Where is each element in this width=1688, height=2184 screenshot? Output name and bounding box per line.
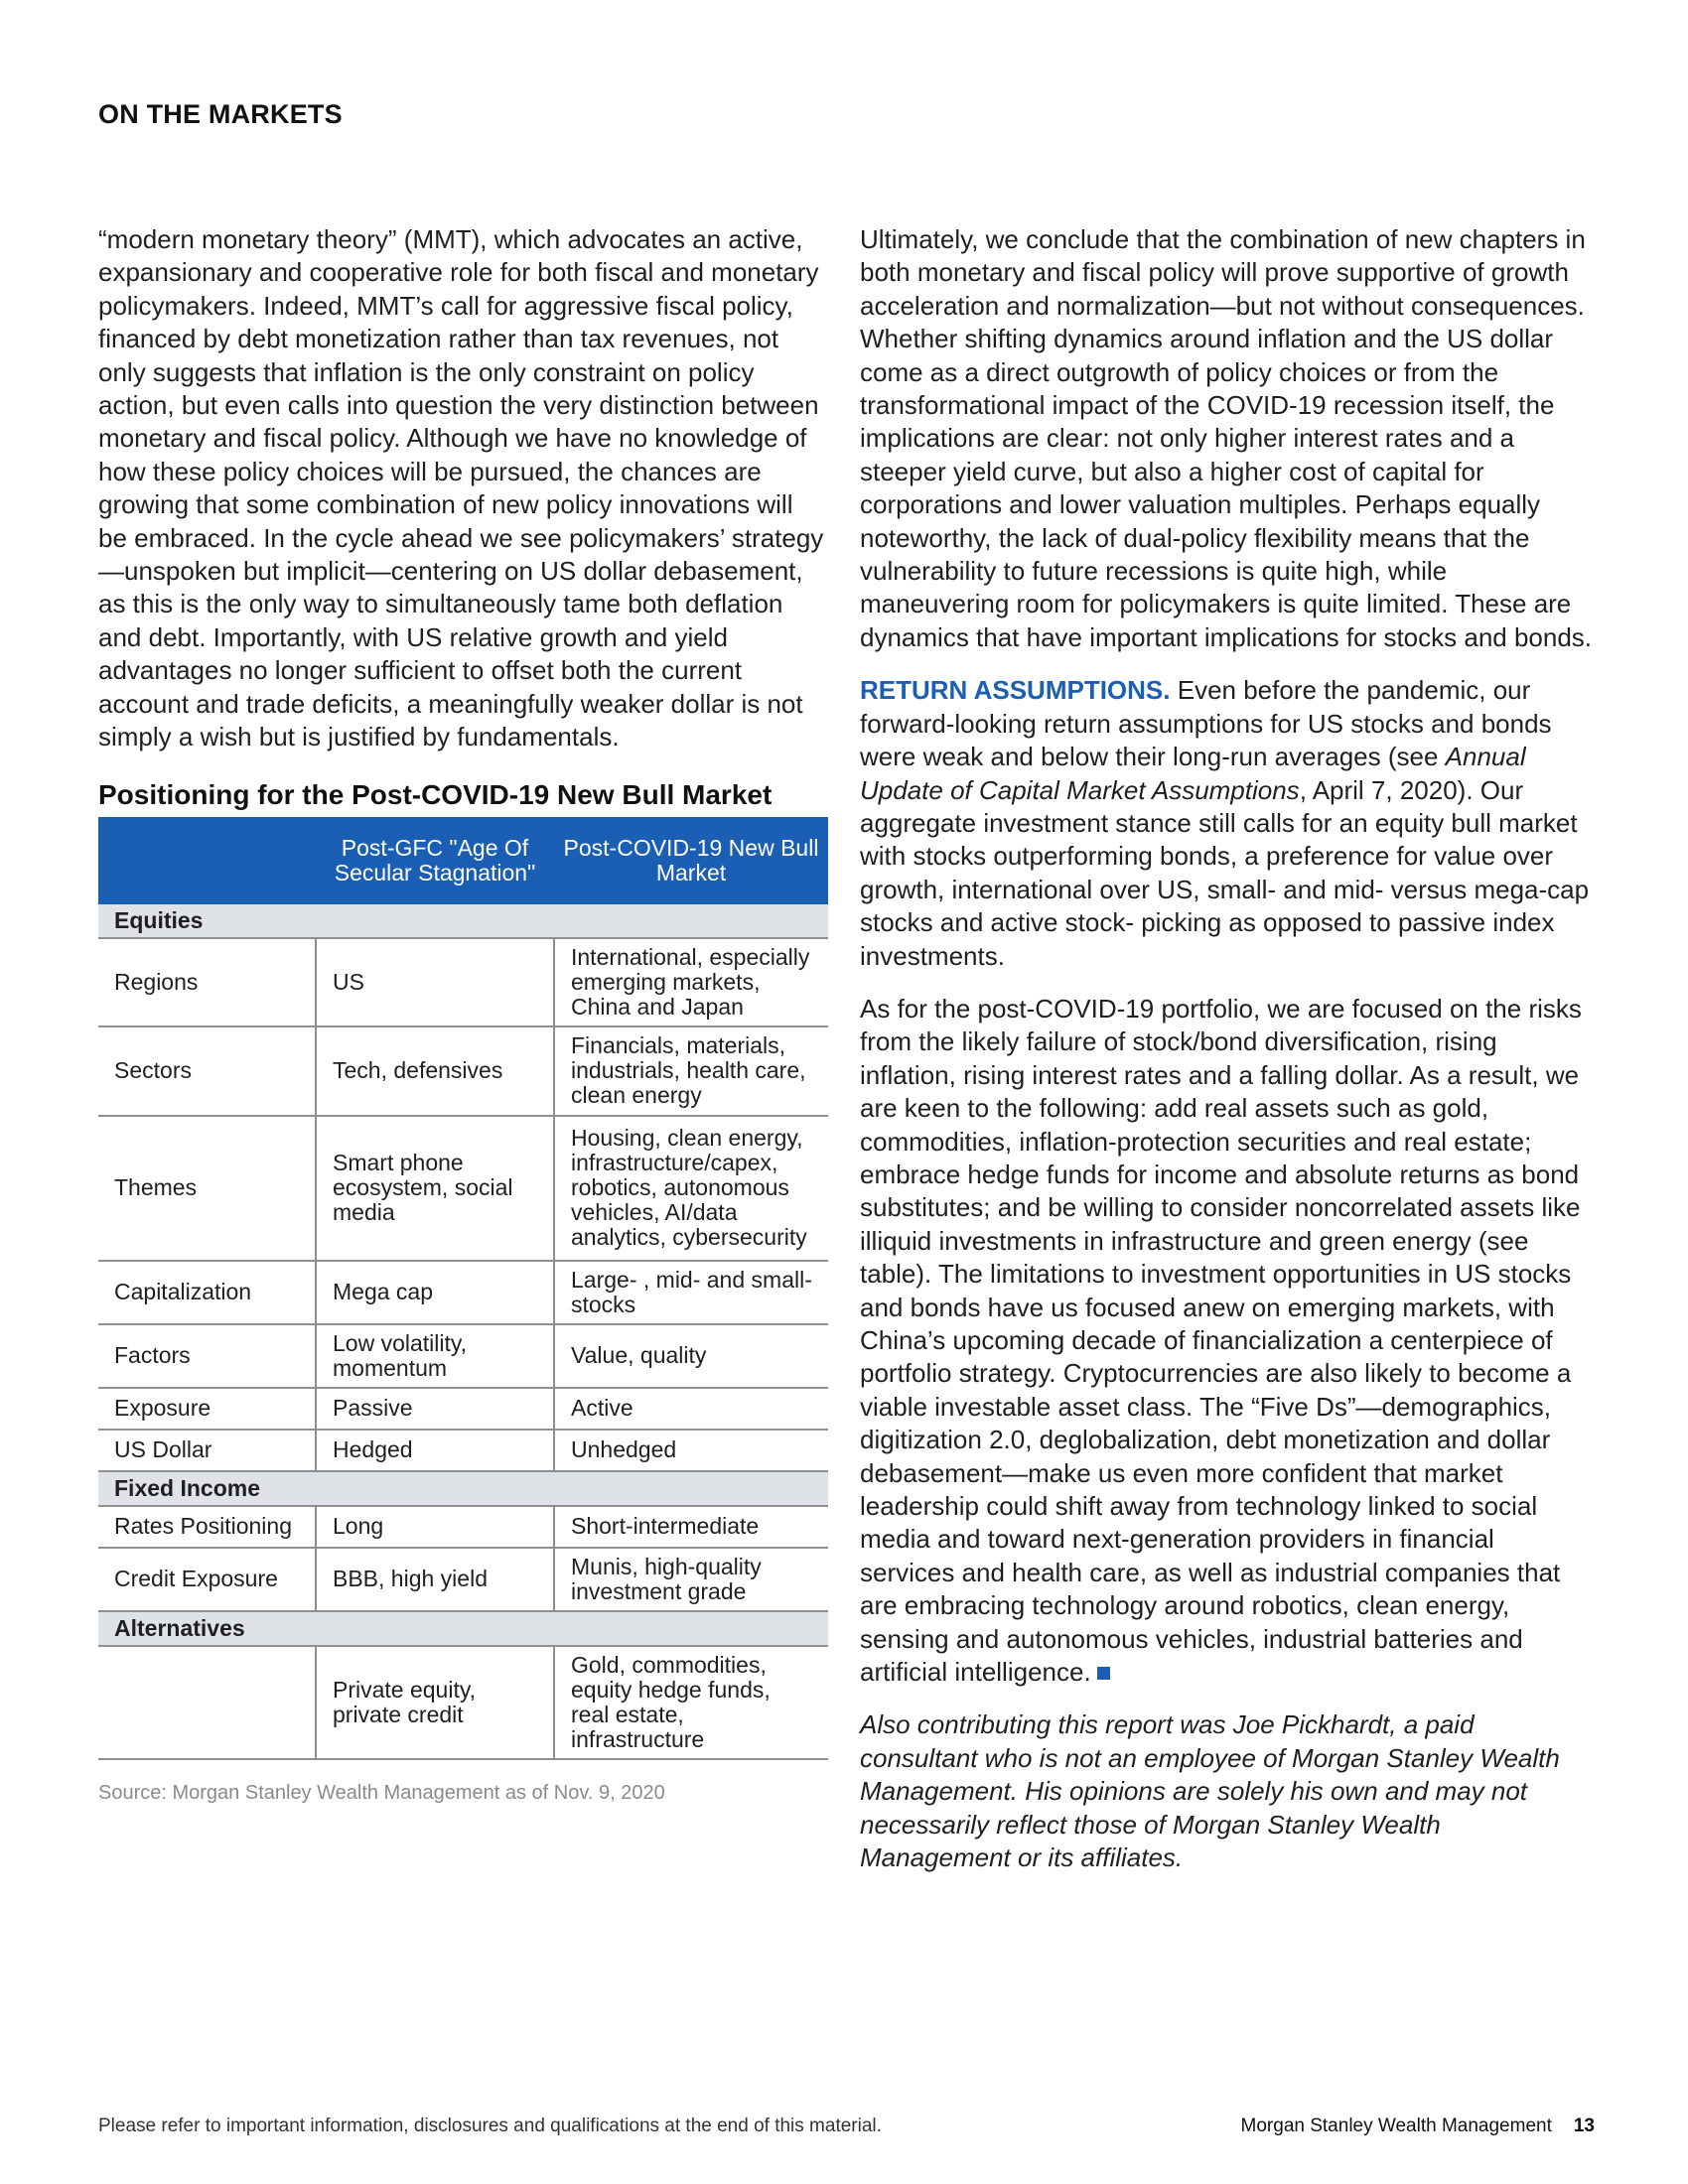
table-row: [98, 1324, 828, 1388]
table-row: [98, 1116, 828, 1261]
table-row: [98, 1026, 828, 1116]
post-covid-cell: Unhedged: [554, 1430, 828, 1471]
post-covid-cell: International, especially emerging markets, China and Japan: [554, 938, 828, 1026]
post-covid-cell: Financials, materials, industrials, health care, clean energy: [554, 1026, 828, 1116]
post-gfc-cell: Passive: [316, 1388, 554, 1430]
row-label: Capitalization: [98, 1261, 316, 1324]
row-label: US Dollar: [98, 1430, 316, 1471]
table-row: [98, 938, 828, 1026]
end-mark-icon: [1097, 1667, 1110, 1680]
row-label: Credit Exposure: [98, 1548, 316, 1611]
contributor-note: Also contributing this report was Joe Pickhardt, a paid consultant who is not an employee of Morgan Stanley Wealth Management. His opinions are solely his own and may not necessarily reflect those of Morgan Stanley Wealth Management or its affiliates.: [860, 1709, 1560, 1873]
row-label: Regions: [98, 938, 316, 1026]
section-row-fixed-income: [98, 1471, 828, 1506]
post-gfc-cell: Mega cap: [316, 1261, 554, 1324]
body-paragraph: “modern monetary theory” (MMT), which advocates an active, expansionary and cooperative role for both fiscal and monetary policymakers. Indeed, MMT’s call for aggressive fiscal policy, financed by debt monetization rather than tax revenues, not only suggests that inflation is the only constraint on policy action, but even calls into question the very distinction between monetary and fiscal policy. Although we have no knowledge of how these policy choices will be pursued, the chances are growing that some combination of new policy innovations will be embraced. In the cycle ahead we see policymakers’ strategy—unspoken but implicit—centering on US dollar debasement, as this is the only way to simultaneously tame both deflation and debt. Importantly, with US relative growth and yield advantages no longer sufficient to offset both the current account and trade deficits, a meaningfully weaker dollar is not simply a wish but is justified by fundamentals.: [98, 224, 824, 752]
report-reference: Annual Update of Capital Market Assumptions: [860, 742, 1526, 805]
post-covid-cell: Large- , mid- and small- stocks: [554, 1261, 828, 1324]
body-paragraph: [860, 993, 1595, 1690]
right-column: [860, 223, 1595, 1895]
header-cell-post-covid: Post-COVID-19 New Bull Market: [554, 817, 828, 904]
post-covid-cell: Value, quality: [554, 1324, 828, 1388]
table-row: [98, 1506, 828, 1548]
row-label: Factors: [98, 1324, 316, 1388]
section-label: Fixed Income: [98, 1471, 828, 1506]
footer-brand: Morgan Stanley Wealth Management: [1240, 2116, 1552, 2136]
section-label: Alternatives: [98, 1611, 828, 1646]
post-covid-cell: Short-intermediate: [554, 1506, 828, 1548]
return-assumptions-heading: RETURN ASSUMPTIONS.: [860, 675, 1171, 706]
post-gfc-cell: BBB, high yield: [316, 1548, 554, 1611]
paragraph-text: , April 7, 2020). Our aggregate investment stance still calls for an equity bull market with stocks outperforming bonds, a preference for value over growth, international over US, small- and mid- versus mega-cap stocks and active stock- picking as opposed to passive index investments.: [860, 774, 1590, 971]
return-assumptions-paragraph: [860, 674, 1595, 973]
page-number: 13: [1573, 2116, 1595, 2136]
table-row: [98, 1261, 828, 1324]
positioning-table: [98, 817, 828, 1760]
footer-brand-block: [1241, 2116, 1595, 2137]
post-gfc-cell: Hedged: [316, 1430, 554, 1471]
table-header-row: [98, 817, 828, 904]
section-header: ON THE MARKETS: [98, 99, 343, 129]
header-cell-blank: [98, 817, 316, 904]
body-paragraph: Ultimately, we conclude that the combination of new chapters in both monetary and fiscal policy will prove supportive of growth acceleration and normalization—but not without consequences. Whether shifting dynamics around inflation and the US dollar come as a direct outgrowth of policy choices or from the transformational impact of the COVID-19 recession itself, the implications are clear: not only higher interest rates and a steeper yield curve, but also a higher cost of capital for corporations and lower valuation multiples. Perhaps equally noteworthy, the lack of dual-policy flexibility means that the vulnerability to future recessions is quite high, while maneuvering room for policymakers is quite limited. These are dynamics that have important implications for stocks and bonds.: [860, 224, 1593, 652]
footer-disclaimer: Please refer to important information, disclosures and qualifications at the end of this material.: [98, 2116, 882, 2136]
post-covid-cell: Housing, clean energy, infrastructure/capex, robotics, autonomous vehicles, AI/data analytics, cybersecurity: [554, 1116, 828, 1261]
post-covid-cell: Munis, high-quality investment grade: [554, 1548, 828, 1611]
row-label: Themes: [98, 1116, 316, 1261]
table-row: [98, 1548, 828, 1611]
section-row-equities: [98, 904, 828, 938]
paragraph-text: Even before the pandemic, our forward-looking return assumptions for US stocks and bonds were weak and below their long-run averages (see: [860, 675, 1552, 772]
post-gfc-cell: Private equity, private credit: [316, 1646, 554, 1759]
post-gfc-cell: Tech, defensives: [316, 1026, 554, 1116]
header-cell-post-gfc: Post-GFC "Age Of Secular Stagnation": [316, 817, 554, 904]
left-column: [98, 223, 828, 1805]
post-gfc-cell: Low volatility, momentum: [316, 1324, 554, 1388]
table-source-note: Source: Morgan Stanley Wealth Management as of Nov. 9, 2020: [98, 1781, 665, 1804]
table-title: Positioning for the Post-COVID-19 New Bull Market: [98, 778, 773, 810]
table-row: [98, 1430, 828, 1471]
table-row: [98, 1646, 828, 1759]
paragraph-text: As for the post-COVID-19 portfolio, we are focused on the risks from the likely failure of stock/bond diversification, rising inflation, rising interest rates and a falling dollar. As a result, we are keen to the following: add real assets such as gold, commodities, inflation-protection securities and real estate; embrace hedge funds for income and absolute returns as bond substitutes; and be willing to consider noncorrelated assets like illiquid investments in infrastructure and green energy (see table). The limitations to investment opportunities in US stocks and bonds have us focused anew on emerging markets, with China’s upcoming decade of financialization a centerpiece of portfolio strategy. Cryptocurrencies are also likely to become a viable investable asset class. The “Five Ds”—demographics, digitization 2.0, deglobalization, debt monetization and dollar debasement—make us even more confident that market leadership could shift away from technology linked to social media and toward next-generation providers in financial services and health care, as well as industrial companies that are embracing technology around robotics, clean energy, sensing and autonomous vehicles, industrial batteries and artificial intelligence.: [860, 993, 1582, 1688]
section-label: Equities: [98, 904, 828, 938]
row-label: [98, 1646, 316, 1759]
post-covid-cell: Gold, commodities, equity hedge funds, real estate, infrastructure: [554, 1646, 828, 1759]
post-gfc-cell: US: [316, 938, 554, 1026]
row-label: Sectors: [98, 1026, 316, 1116]
row-label: Rates Positioning: [98, 1506, 316, 1548]
post-gfc-cell: Long: [316, 1506, 554, 1548]
post-covid-cell: Active: [554, 1388, 828, 1430]
table-row: [98, 1388, 828, 1430]
post-gfc-cell: Smart phone ecosystem, social media: [316, 1116, 554, 1261]
section-row-alternatives: [98, 1611, 828, 1646]
row-label: Exposure: [98, 1388, 316, 1430]
